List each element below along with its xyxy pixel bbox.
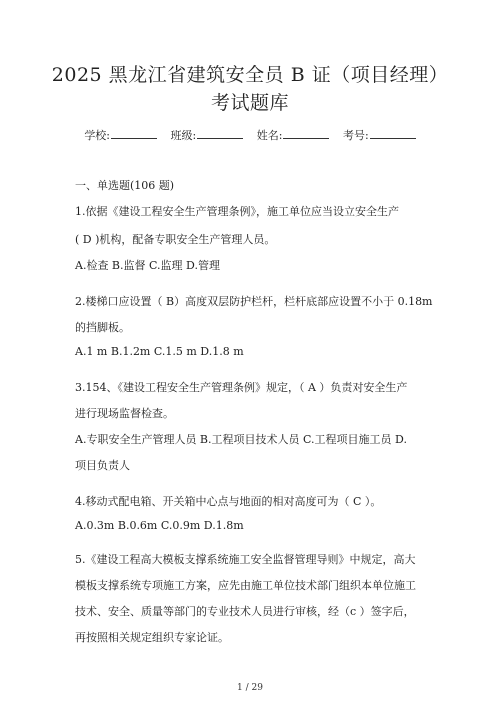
section-heading: 一、单选题(106 题) — [75, 179, 175, 192]
school-label: 学校: — [84, 129, 111, 142]
question-1-options: A.检查 B.监督 C.监理 D.管理 — [75, 259, 220, 272]
page-indicator: 1 / 29 — [237, 683, 263, 693]
question-3-line-2: 进行现场监督检查。 — [75, 407, 174, 420]
name-blank — [283, 128, 329, 139]
question-2-line-1: 2.楼梯口应设置（ B）高度双层防护栏杆，栏杆底部应设置不小于 0.18m — [75, 295, 433, 308]
class-field — [171, 129, 244, 142]
question-1-line-2: ( D )机构，配备专职安全生产管理人员。 — [75, 233, 276, 246]
question-4-line-1: 4.移动式配电箱、开关箱中心点与地面的相对高度可为（ C ）。 — [75, 495, 382, 508]
exam-number-label: 考号: — [342, 129, 369, 142]
school-field — [84, 129, 157, 142]
question-5-line-4: 再按照相关规定组织专家论证。 — [75, 631, 229, 644]
question-2-options: A.1 m B.1.2m C.1.5 m D.1.8 m — [75, 345, 244, 358]
question-3-options-line-1: A.专职安全生产管理人员 B.工程项目技术人员 C.工程项目施工员 D. — [75, 433, 407, 446]
name-field — [257, 129, 330, 142]
question-4-options: A.0.3m B.0.6m C.0.9m D.1.8m — [75, 519, 244, 532]
question-3-line-1: 3.154、《建设工程安全生产管理条例》规定，（ A ）负责对安全生产 — [75, 381, 408, 394]
question-5-line-2: 模板支撑系统专项施工方案，应先由施工单位技术部门组织本单位施工 — [75, 579, 416, 592]
question-5-line-3: 技术、安全、质量等部门的专业技术人员进行审核，经（c ）签字后， — [75, 605, 415, 618]
class-blank — [197, 128, 243, 139]
question-1-line-1: 1.依据《建设工程安全生产管理条例》，施工单位应当设立安全生产 — [75, 205, 399, 218]
class-label: 班级: — [170, 129, 197, 142]
document-subtitle: 考试题库 — [210, 92, 289, 114]
student-info-row — [0, 128, 500, 144]
question-3-options-line-2: 项目负责人 — [75, 459, 130, 472]
document-title: 2025 黑龙江省建筑安全员 B 证（项目经理） — [51, 64, 449, 86]
name-label: 姓名: — [256, 129, 283, 142]
question-2-line-2: 的挡脚板。 — [75, 321, 130, 334]
school-blank — [111, 128, 157, 139]
question-5-line-1: 5.《建设工程高大模板支撑系统施工安全监督管理导则》中规定，高大 — [75, 553, 416, 566]
exam-number-field — [343, 129, 416, 142]
exam-number-blank — [370, 128, 416, 139]
